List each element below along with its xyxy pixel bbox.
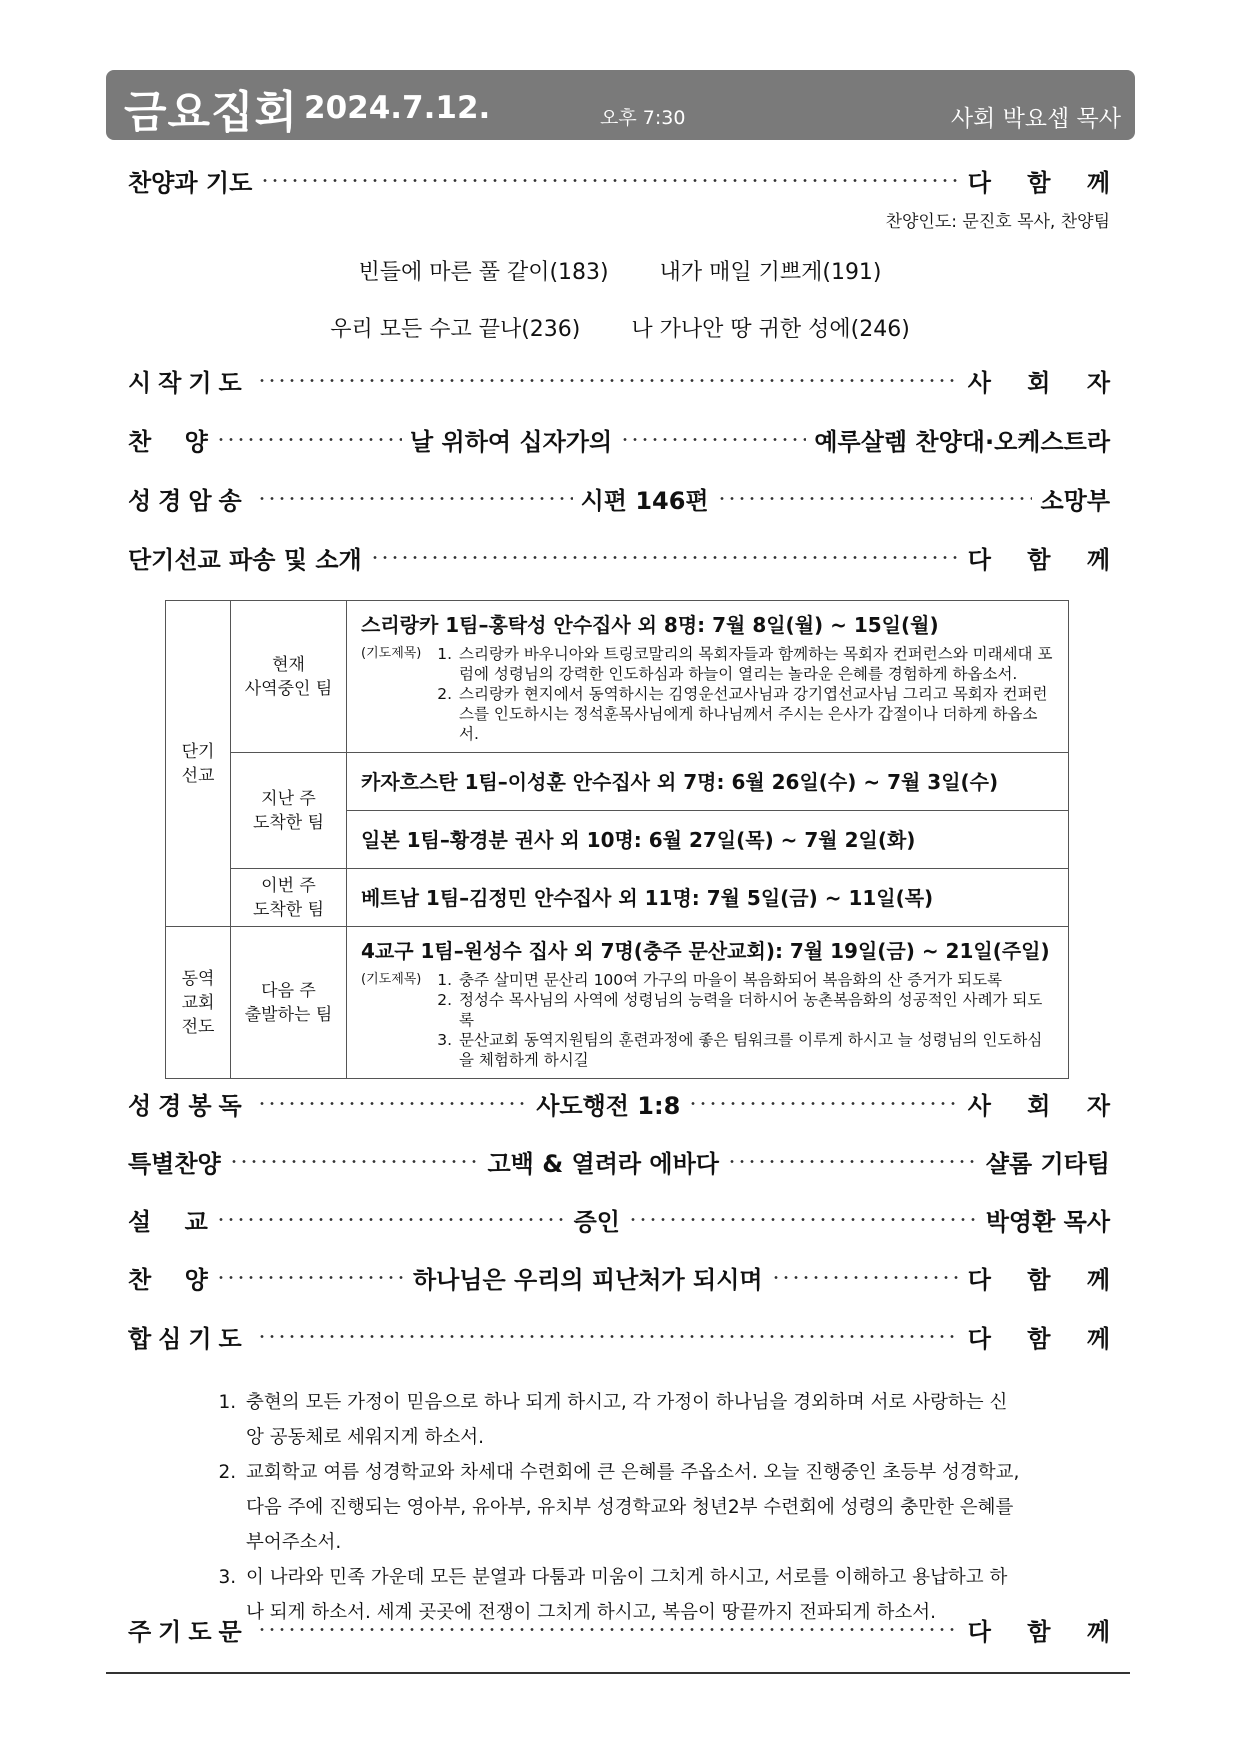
order-leader: 소망부 <box>1040 486 1111 515</box>
order-leader: 다 함 께 <box>967 1617 1124 1646</box>
category-short-term-mission: 단기 선교 <box>166 601 231 927</box>
prayer-list <box>361 970 1054 1070</box>
order-item-scripture-reading <box>128 1083 1125 1123</box>
mission-table <box>165 600 1069 1079</box>
order-leader: 다 함 께 <box>967 168 1124 197</box>
order-label: 찬 양 <box>128 427 208 456</box>
service-time: 오후 7:30 <box>600 107 686 129</box>
order-leader: 다 함 께 <box>967 1265 1124 1294</box>
presider: 사회 박요셉 목사 <box>950 106 1121 132</box>
hymn-title: 나 가나안 땅 귀한 성에(246) <box>631 317 910 342</box>
subcategory-next-week: 다음 주 출발하는 팀 <box>231 927 347 1079</box>
order-label: 찬 양 <box>128 1265 208 1294</box>
order-item-unison-prayer <box>128 1316 1124 1356</box>
dot-leader <box>216 1218 566 1221</box>
order-item-praise-1 <box>128 419 1110 459</box>
order-leader: 사 회 자 <box>967 368 1124 397</box>
dot-leader <box>216 1276 405 1279</box>
order-item-lords-prayer <box>128 1609 1124 1649</box>
subcategory-last-week: 지난 주 도착한 팀 <box>231 753 347 869</box>
prayer-tag: (기도제목) <box>361 646 422 661</box>
dot-leader <box>257 497 573 500</box>
dot-leader <box>771 1276 960 1279</box>
order-label: 주기도문 <box>128 1617 249 1646</box>
dot-leader <box>257 1335 960 1338</box>
prayer-item: 2. 정성수 목사님의 사역에 성령님의 능력을 더하시어 농촌복음화의 성공적인 사례가 되도록 <box>457 990 1054 1030</box>
dot-leader <box>216 438 402 441</box>
order-leader: 박영환 목사 <box>985 1207 1111 1236</box>
service-title: 금요집회 <box>124 87 299 138</box>
team-line: 스리랑카 1팀–홍탁성 안수집사 외 8명: 7월 8일(월) ~ 15일(월) <box>361 613 939 637</box>
order-leader: 예루살렘 찬양대·오케스트라 <box>814 427 1111 456</box>
dot-leader <box>257 1102 528 1105</box>
order-label: 시작기도 <box>128 368 249 397</box>
last-week-team-cell <box>347 811 1069 869</box>
order-title: 날 위하여 십자가의 <box>409 427 613 456</box>
order-leader: 샬롬 기타팀 <box>985 1149 1110 1178</box>
order-label: 설 교 <box>128 1207 208 1236</box>
dot-leader <box>717 497 1033 500</box>
dot-leader <box>260 179 959 182</box>
prayer-item: 2. 스리랑카 현지에서 동역하시는 김영운선교사님과 강기엽선교사님 그리고 목회자 컨퍼런스를 인도하시는 정석훈목사님에게 하나님께서 주시는 은사가 갑절이나 더하게 하옵소서. <box>457 684 1054 744</box>
dot-leader <box>370 556 960 559</box>
prayer-item: 1. 충주 살미면 문산리 100여 가구의 마을이 복음화되어 복음화의 산 증거가 되도록 <box>457 970 1054 990</box>
praise-leader-note: 찬양인도: 문진호 목사, 찬양팀 <box>885 212 1110 232</box>
dot-leader <box>688 1102 959 1105</box>
prayer-tag: (기도제목) <box>361 972 422 987</box>
this-week-team-cell <box>347 869 1069 927</box>
order-label: 단기선교 파송 및 소개 <box>128 545 362 574</box>
team-line: 베트남 1팀–김정민 안수집사 외 11명: 7월 5일(금) ~ 11일(목) <box>361 886 934 910</box>
order-item-mission <box>128 537 1124 577</box>
order-leader: 다 함 께 <box>967 1324 1124 1353</box>
order-leader: 사 회 자 <box>967 1091 1125 1120</box>
category-local-church: 동역 교회 전도 <box>166 927 231 1079</box>
order-item-praise-prayer <box>128 160 1124 200</box>
order-title: 하나님은 우리의 피난처가 되시며 <box>412 1265 763 1294</box>
next-week-team-cell <box>347 927 1069 1079</box>
team-line: 4교구 1팀–원성수 집사 외 7명(충주 문산교회): 7월 19일(금) ~ 21일(주일) <box>361 939 1050 963</box>
order-label: 찬양과 기도 <box>128 168 253 197</box>
order-title: 고백 & 열려라 에바다 <box>487 1149 719 1178</box>
team-line: 일본 1팀–황경분 권사 외 10명: 6월 27일(목) ~ 7월 2일(화) <box>361 828 916 852</box>
prayer-list <box>361 644 1054 744</box>
hymn-title: 빈들에 마른 풀 같이(183) <box>358 260 609 285</box>
prayer-item: 3. 문산교회 동역지원팀의 훈련과정에 좋은 팀워크를 이루게 하시고 늘 성령님의 인도하심을 체험하게 하시길 <box>457 1030 1054 1070</box>
order-label: 성경봉독 <box>128 1091 249 1120</box>
order-title: 시편 146편 <box>580 486 709 515</box>
header-bar <box>106 70 1135 140</box>
subcategory-this-week: 이번 주 도착한 팀 <box>231 869 347 927</box>
order-title: 사도행전 1:8 <box>536 1091 681 1120</box>
team-line: 카자흐스탄 1팀–이성훈 안수집사 외 7명: 6월 26일(수) ~ 7월 3일(수) <box>361 770 999 794</box>
order-item-special-praise <box>128 1141 1110 1181</box>
petition-item: 3. 이 나라와 민족 가운데 모든 분열과 다툼과 미움이 그치게 하시고, 서로를 이해하고 용납하고 하나 되게 하소서. 세계 곳곳에 전쟁이 그치게 하시고, 복음이 땅끝까지 전파되게 하소서. <box>242 1560 1022 1630</box>
petition-item: 2. 교회학교 여름 성경학교와 차세대 수련회에 큰 은혜를 주옵소서. 오늘 진행중인 초등부 성경학교, 다음 주에 진행되는 영아부, 유아부, 유치부 성경학교와 청년2부 수련회에 성령의 충만한 은혜를 부어주소서. <box>242 1455 1022 1560</box>
hymn-line-2 <box>0 312 1240 343</box>
hymn-line-1 <box>0 255 1240 286</box>
petition-item: 1. 충현의 모든 가정이 믿음으로 하나 되게 하시고, 각 가정이 하나님을 경외하며 서로 사랑하는 신앙 공동체로 세워지게 하소서. <box>242 1385 1022 1455</box>
subcategory-current-team: 현재 사역중인 팀 <box>231 601 347 753</box>
order-label: 특별찬양 <box>128 1149 221 1178</box>
order-title: 증인 <box>573 1207 620 1236</box>
last-week-team-cell <box>347 753 1069 811</box>
order-item-sermon <box>128 1199 1110 1239</box>
current-team-cell <box>347 601 1069 753</box>
order-label: 합심기도 <box>128 1324 249 1353</box>
dot-leader <box>257 1628 960 1631</box>
prayer-item: 1. 스리랑카 바우니아와 트링코말리의 목회자들과 함께하는 목회자 컨퍼런스와 미래세대 포럼에 성령님의 강력한 인도하심과 하늘이 열리는 놀라운 은혜를 경험하게 하옵소서. <box>457 644 1054 684</box>
service-date: 2024.7.12. <box>304 90 491 126</box>
dot-leader <box>229 1160 480 1163</box>
bottom-divider <box>106 1672 1130 1674</box>
dot-leader <box>257 379 960 382</box>
order-item-opening-prayer <box>128 360 1124 400</box>
order-label: 성경암송 <box>128 486 249 515</box>
order-leader: 다 함 께 <box>967 545 1124 574</box>
dot-leader <box>727 1160 978 1163</box>
order-item-praise-2 <box>128 1257 1124 1297</box>
dot-leader <box>628 1218 978 1221</box>
prayer-petitions <box>222 1385 1022 1630</box>
order-item-scripture-recitation <box>128 478 1110 518</box>
hymn-title: 내가 매일 기쁘게(191) <box>659 260 882 285</box>
hymn-title: 우리 모든 수고 끝나(236) <box>330 317 581 342</box>
dot-leader <box>620 438 806 441</box>
